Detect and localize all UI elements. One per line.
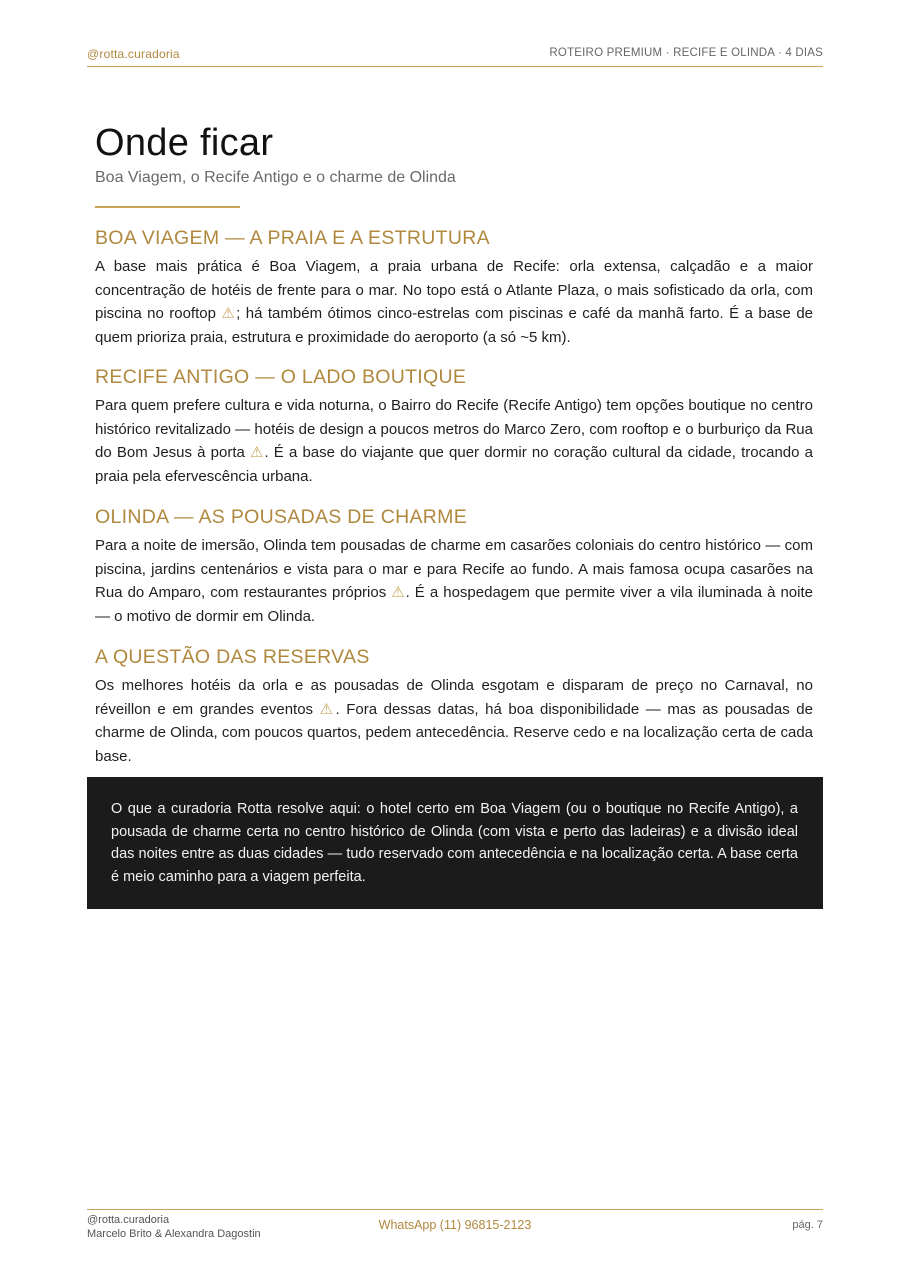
header-doc-title: ROTEIRO PREMIUM · RECIFE E OLINDA · 4 DIAS: [549, 47, 823, 59]
section-body: Para quem prefere cultura e vida noturna, o Bairro do Recife (Recife Antigo) tem opções boutique no centro histórico revitalizado — hotéis de design a poucos metros do Marco Zero, com rooftop e o burburiço da Rua do Bom Jesus à porta ⚠. É a base do viajante que quer dormir no coração cultural da cidade, trocando a praia pela efervescência urbana.: [95, 397, 813, 485]
section-recife-antigo: [95, 365, 813, 488]
footer-authors: Marcelo Brito & Alexandra Dagostin: [87, 1227, 261, 1240]
page-number: pág. 7: [792, 1219, 823, 1231]
curadoria-callout: [87, 777, 823, 909]
warning-icon: ⚠: [391, 584, 406, 601]
section-boa-viagem: [95, 226, 813, 349]
footer-brand: @rotta.curadoria: [87, 1214, 170, 1226]
title-divider: [95, 206, 240, 208]
section-reservas: [95, 645, 813, 768]
section-heading: RECIFE ANTIGO — O LADO BOUTIQUE: [95, 366, 467, 388]
warning-icon: ⚠: [319, 700, 336, 718]
section-heading: BOA VIAGEM — A PRAIA E A ESTRUTURA: [95, 227, 490, 249]
section-body: A base mais prática é Boa Viagem, a praia urbana de Recife: orla extensa, calçadão e a maior concentração de hotéis de frente para o mar. No topo está o Atlante Plaza, o mais sofisticado da orla, com piscina no rooftop ⚠; há também ótimos cinco-estrelas com piscinas e café da manhã farto. É a base de quem prioriza praia, estrutura e proximidade do aeroporto (a só ~5 km).: [95, 258, 814, 346]
section-heading: A QUESTÃO DAS RESERVAS: [95, 646, 370, 668]
callout-text: O que a curadoria Rotta resolve aqui: o hotel certo em Boa Viagem (ou o boutique no Recife Antigo), a pousada de charme certa no centro histórico de Olinda (com vista e perto das ladeiras) e a divisão ideal das noites entre as duas cidades — tudo reservado com antecedência e na localização certa. A base certa é meio caminho para a viagem perfeita.: [111, 801, 798, 885]
warning-icon: ⚠: [221, 305, 237, 322]
header-brand: @rotta.curadoria: [87, 47, 180, 61]
section-olinda: [95, 505, 813, 628]
section-body: Para a noite de imersão, Olinda tem pousadas de charme em casarões coloniais do centro histórico — com piscina, jardins centenários e vista para o mar e para Recife ao fundo. A mais famosa ocupa casarões na Rua do Amparo, com restaurantes próprios ⚠. É a hospedagem que permite viver a vila iluminada à noite — o motivo de dormir em Olinda.: [95, 537, 813, 625]
warning-icon: ⚠: [250, 444, 265, 461]
footer-whatsapp-contact: WhatsApp (11) 96815-2123: [378, 1218, 532, 1232]
page-header: [87, 44, 823, 67]
page-footer: [87, 1209, 823, 1250]
section-heading: OLINDA — AS POUSADAS DE CHARME: [95, 506, 468, 528]
page-subtitle: Boa Viagem, o Recife Antigo e o charme de Olinda: [95, 169, 456, 186]
section-body: Os melhores hotéis da orla e as pousadas de Olinda esgotam e disparam de preço no Carnaval, no réveillon e em grandes eventos ⚠. Fora dessas datas, há boa disponibilidade — mas as pousadas de charme de Olinda, com poucos quartos, pedem antecedência. Reserve cedo e na localização certa de cada base.: [95, 677, 813, 765]
page-title: Onde ficar: [95, 122, 274, 164]
